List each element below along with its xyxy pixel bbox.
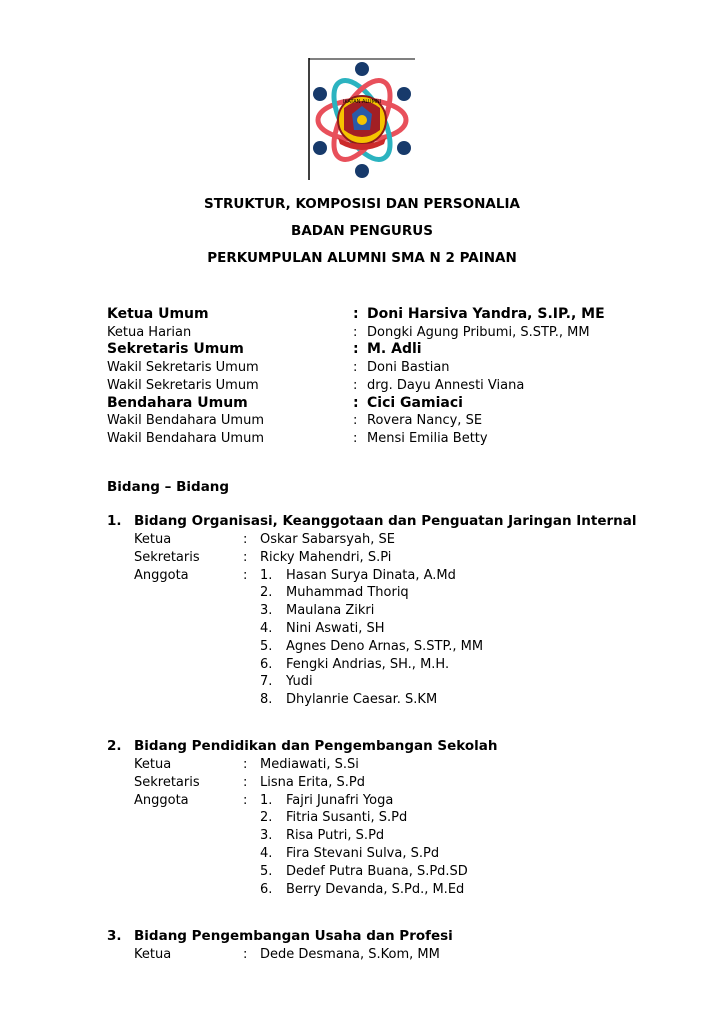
person-name: Doni Harsiva Yandra, S.IP., ME [367,306,605,322]
member-number: 3. [260,828,273,844]
bidang-heading: Bidang – Bidang [107,479,230,495]
member-number: 6. [260,656,273,672]
role-label: Wakil Bendahara Umum [107,413,264,429]
section-title-text: Bidang Pendidikan dan Pengembangan Sekolah [134,738,498,754]
section-number: 2. [107,738,122,754]
member-number: 6. [260,881,273,897]
member-number: 2. [260,810,273,826]
member-name: Fitria Susanti, S.Pd [286,810,408,826]
member-number: 8. [260,692,273,708]
section-number: 1. [107,513,122,529]
document-title-line-1: STRUKTUR, KOMPOSISI DAN PERSONALIA [204,196,520,212]
role-label: Sekretaris [134,774,200,790]
member-name: Muhammad Thoriq [286,585,409,601]
document-title-line-3: PERKUMPULAN ALUMNI SMA N 2 PAINAN [207,250,517,266]
colon-separator: : [353,430,358,446]
person-name: Lisna Erita, S.Pd [260,774,365,790]
member-name: Dedef Putra Buana, S.Pd.SD [286,863,468,879]
colon-separator: : [353,306,359,322]
member-name: Yudi [286,674,313,690]
member-name: Agnes Deno Arnas, S.STP., MM [286,638,484,654]
member-name: Maulana Zikri [286,603,375,619]
alumni-logo [308,58,416,180]
person-name: Dongki Agung Pribumi, S.STP., MM [367,324,590,340]
colon-separator: : [353,341,359,358]
member-number: 1. [260,567,273,583]
colon-separator: : [353,324,358,340]
role-label: Anggota [134,792,189,808]
member-number: 2. [260,585,273,601]
member-number: 7. [260,674,273,690]
member-number: 5. [260,863,273,879]
colon-separator: : [353,394,359,411]
member-name: Fengki Andrias, SH., M.H. [286,656,450,672]
colon-separator: : [353,413,358,429]
member-number: 1. [260,792,273,808]
colon-separator: : [353,360,358,376]
role-label: Wakil Sekretaris Umum [107,377,259,393]
member-name: Nini Aswati, SH [286,621,385,636]
colon-separator: : [243,947,248,962]
member-name: Fajri Junafri Yoga [286,792,394,808]
member-name: Hasan Surya Dinata, A.Md [286,567,456,583]
role-label: Ketua [134,947,172,962]
role-label: Sekretaris [134,549,200,565]
document-title-line-2: BADAN PENGURUS [291,223,433,239]
member-number: 4. [260,846,273,861]
colon-separator: : [243,549,248,565]
section-number: 3. [107,928,122,944]
role-label: Bendahara Umum [107,394,248,411]
role-label: Ketua Umum [107,306,209,322]
role-label: Wakil Bendahara Umum [107,430,264,446]
person-name: Dede Desmana, S.Kom, MM [260,947,440,962]
colon-separator: : [243,567,248,583]
person-name: Mediawati, S.Si [260,757,359,772]
role-label: Ketua [134,757,172,772]
person-name: drg. Dayu Annesti Viana [367,377,525,393]
member-name: Berry Devanda, S.Pd., M.Ed [286,881,465,897]
colon-separator: : [243,774,248,790]
member-name: Fira Stevani Sulva, S.Pd [286,846,440,861]
colon-separator: : [353,377,358,393]
person-name: Ricky Mahendri, S.Pi [260,549,392,565]
colon-separator: : [243,757,248,772]
person-name: Mensi Emilia Betty [367,430,488,446]
svg-text:IKATAN ALUMNI: IKATAN ALUMNI [342,99,382,105]
section-title-text: Bidang Pengembangan Usaha dan Profesi [134,928,453,944]
member-number: 5. [260,638,273,654]
role-label: Ketua Harian [107,324,192,340]
person-name: Rovera Nancy, SE [367,413,483,429]
role-label: Anggota [134,567,189,583]
person-name: M. Adli [367,341,422,358]
alumni-logo-icon [308,58,416,180]
colon-separator: : [243,792,248,808]
role-label: Wakil Sekretaris Umum [107,360,259,376]
role-label: Sekretaris Umum [107,341,244,358]
member-number: 4. [260,621,273,636]
person-name: Doni Bastian [367,360,450,376]
person-name: Cici Gamiaci [367,394,463,411]
person-name: Oskar Sabarsyah, SE [260,532,395,547]
colon-separator: : [243,532,248,547]
member-name: Dhylanrie Caesar. S.KM [286,692,438,708]
section-title-text: Bidang Organisasi, Keanggotaan dan Penguatan Jaringan Internal [134,513,637,529]
member-number: 3. [260,603,273,619]
member-name: Risa Putri, S.Pd [286,828,385,844]
role-label: Ketua [134,532,172,547]
